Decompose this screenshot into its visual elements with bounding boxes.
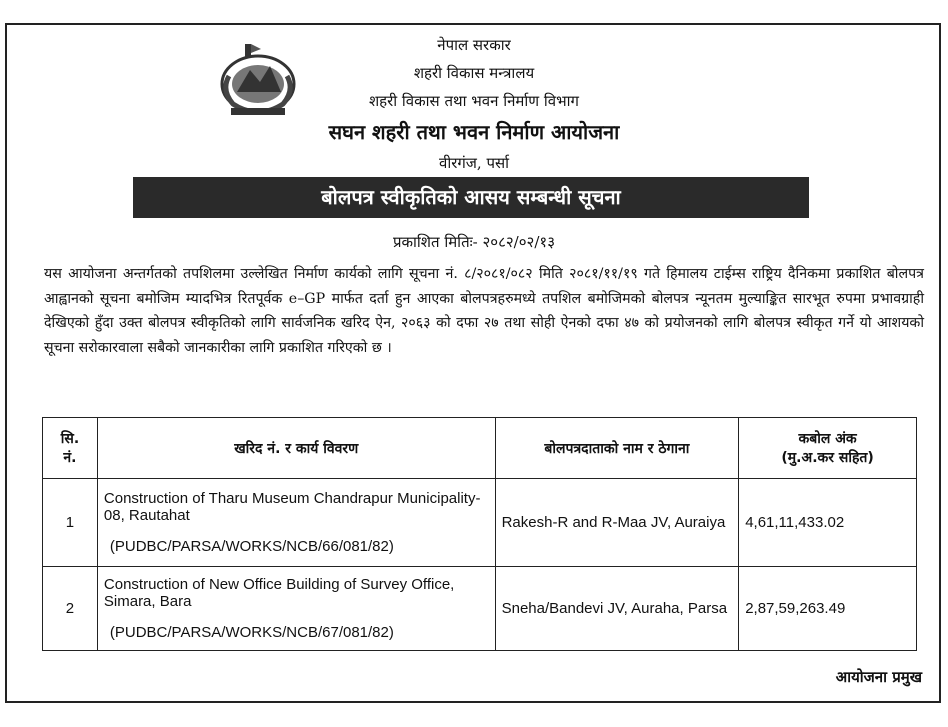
table-row <box>43 567 917 651</box>
row-sn: 1 <box>43 479 98 567</box>
ministry-name: शहरी विकास मन्त्रालय <box>413 64 535 82</box>
procurement-ref: (PUDBC/PARSA/WORKS/NCB/66/081/82) <box>109 538 394 555</box>
row-bidder: Rakesh-R and R-Maa JV, Auraiya <box>495 479 739 567</box>
work-description: Construction of New Office Building of Survey Office, Simara, Bara <box>103 576 455 610</box>
project-name: सघन शहरी तथा भवन निर्माण आयोजना <box>328 120 620 144</box>
award-table <box>42 417 917 651</box>
govt-name: नेपाल सरकार <box>437 36 511 54</box>
project-location: वीरगंज, पर्सा <box>438 154 510 172</box>
table-row <box>43 479 917 567</box>
work-description: Construction of Tharu Museum Chandrapur Municipality-08, Rautahat <box>103 490 481 524</box>
notice-title: बोलपत्र स्वीकृतिको आसय सम्बन्धी सूचना <box>133 177 809 218</box>
row-desc <box>97 479 495 567</box>
row-amount: 2,87,59,263.49 <box>739 567 917 651</box>
col-header-sn: सि. नं. <box>43 418 98 479</box>
col-header-amount: कबोल अंक (मु.अ.कर सहित) <box>739 418 917 479</box>
col-header-bidder: बोलपत्रदाताको नाम र ठेगाना <box>495 418 739 479</box>
signature-title: आयोजना प्रमुख <box>835 668 922 686</box>
department-name: शहरी विकास तथा भवन निर्माण विभाग <box>368 92 580 110</box>
row-amount: 4,61,11,433.02 <box>739 479 917 567</box>
row-bidder: Sneha/Bandevi JV, Auraha, Parsa <box>495 567 739 651</box>
published-date: प्रकाशित मितिः- २०८२/०२/१३ <box>392 233 555 251</box>
procurement-ref: (PUDBC/PARSA/WORKS/NCB/67/081/82) <box>109 624 394 641</box>
notice-body: यस आयोजना अन्तर्गतको तपशिलमा उल्लेखित निर्माण कार्यको लागि सूचना नं. ८/२०८१/०८२ मिति २०८१/११/१९ गते हिमालय टाईम्स राष्ट्रिय दैनिकमा प्रकाशित बोलपत्र आह्वानको सूचना बमोजिम म्यादभित्र रितपूर्वक e–GP मार्फत दर्ता हुन आएका बोलपत्रहरुमध्ये तपशिल बमोजिमको बोलपत्र न्यूनतम मुल्याङ्कित सारभूत रुपमा प्रभावग्राही देखिएको हुँदा उक्त बोलपत्र स्वीकृतिको लागि सार्वजनिक खरिद ऐन, २०६३ को दफा २७ तथा सोही ऐनको दफा ४७ को प्रयोजनको लागि बोलपत्र स्वीकृत गर्ने यो आशयको सूचना सरोकारवाला सबैको जानकारीका लागि प्रकाशित गरिएको छ । <box>44 266 924 356</box>
row-sn: 2 <box>43 567 98 651</box>
table-header-row <box>43 418 917 479</box>
row-desc <box>97 567 495 651</box>
col-header-desc: खरिद नं. र कार्य विवरण <box>97 418 495 479</box>
